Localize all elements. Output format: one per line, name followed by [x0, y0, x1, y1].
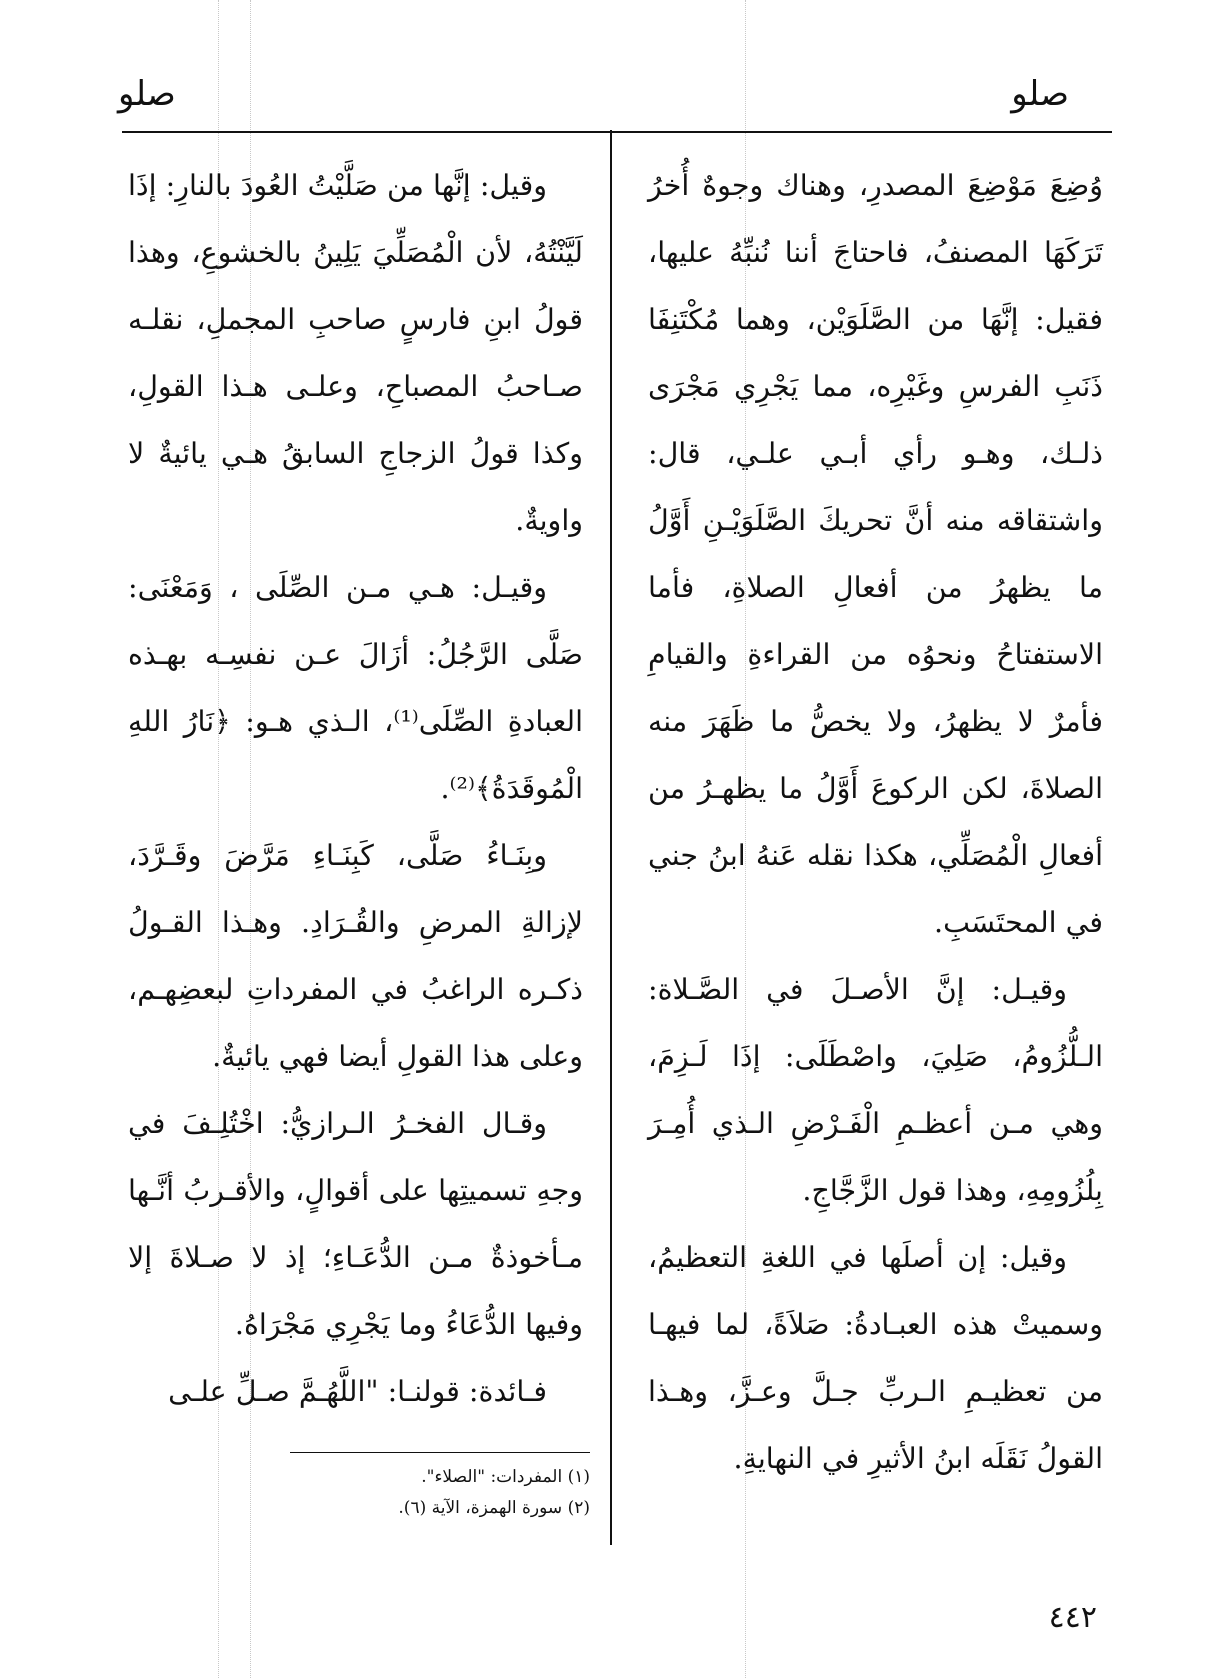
paragraph: وبِنَـاءُ صَلَّى، كَبِنَـاءِ مَرَّضَ وقَـرَّدَ، لإزالةِ المرضِ والقُـرَادِ. وهـذا القـولُ ذكـره الراغبُ في المفرداتِ لبعضِهـم، وعلى هذا القولِ أيضا فهي يائيةٌ. — [128, 839, 583, 1073]
paragraph: وقيـل: إنَّ الأصـلَ في الصَّـلاة: الـلُّزُومُ، صَلِيَ، واصْطَلَى: إذَا لَـزِمَ، وهي مـن أعظـمِ الْفَـرْضِ الـذي أُمِـرَ بِلُزُومِهِ، وهذا قول الزَّجَّاجِ. — [648, 973, 1103, 1207]
running-header-right: صلو — [1011, 74, 1069, 114]
right-text-column — [648, 152, 1103, 1492]
paragraph: وقيل: إنَّها من صَلَّيْتُ العُودَ بالنارِ: إذَا لَيَّنْتُهُ، لأن الْمُصَلِّيَ يَلِينُ بالخشوعِ، وهذا قولُ ابنِ فارسٍ صاحبِ المجملِ، نقلـه صـاحبُ المصباحِ، وعلـى هـذا القولِ، وكذا قولُ الزجاجِ السابقُ هـي يائيةٌ لا واويةٌ. — [128, 169, 583, 537]
footnotes — [128, 1462, 590, 1524]
paragraph: وُضِعَ مَوْضِعَ المصدرِ، وهناك وجوهٌ أُخرُ تَرَكَهَا المصنفُ، فاحتاجَ أننا نُنبِّهُ عليها، فقيل: إنَّهَا من الصَّلَوَيْن، وهما مُكْتَنِفَا ذَنَبِ الفرسِ وغَيْرِه، مما يَجْرِي مَجْرَى ذلـك، وهـو رأي أبـي علـي، قال: واشتقاقه منه أنَّ تحريكَ الصَّلَوَيْـنِ أَوَّلُ ما يظهرُ من أفعالِ الصلاةِ، فأما الاستفتاحُ ونحوُه من القراءةِ والقيامِ فأمرٌ لا يظهرُ، ولا يخصُّ ما ظَهَرَ منه الصلاةَ، لكن الركوعَ أَوَّلُ ما يظهـرُ من أفعالِ الْمُصَلِّي، هكذا نقله عَنهُ ابنُ جني في المحتَسَبِ. — [648, 169, 1103, 939]
paragraph: وقـال الفخـرُ الـرازيُّ: اخْتُلِـفَ في وجهِ تسميتِها على أقوالٍ، والأقـربُ أنَّـها مـأخوذةٌ مـن الدُّعَـاءِ؛ إذ لا صـلاةَ إلا وفيها الدُّعَاءُ وما يَجْرِي مَجْرَاهُ. — [128, 1107, 583, 1341]
running-header-left: صلو — [118, 74, 176, 114]
page-number: ٤٤٢ — [1048, 1600, 1097, 1635]
footnote: (١) المفردات: "الصلاء". — [421, 1467, 590, 1487]
footnote: (٢) سورة الهمزة، الآية (٦). — [398, 1498, 590, 1518]
column-divider — [610, 130, 612, 1545]
paragraph: وقيـل: هـي مـن الصِّلَى ، وَمَعْنَى: صَلَّى الرَّجُلُ: أزَالَ عـن نفسِـه بهـذه العبادةِ الصِّلَى⁽¹⁾، الـذي هـو: ﴿نَارُ اللهِ الْمُوقَدَةُ﴾⁽²⁾. — [128, 571, 583, 805]
footnote-rule — [290, 1452, 590, 1453]
left-text-column — [128, 152, 583, 1425]
paragraph: فـائدة: قولنـا: "اللَّهُـمَّ صـلِّ علـى — [168, 1375, 547, 1408]
paragraph: وقيل: إن أصلَها في اللغةِ التعظيمُ، وسميتْ هذه العبـادةُ: صَلاَةً، لما فيهـا من تعظيـمِ الـربِّ جـلَّ وعـزَّ، وهـذا القولُ نَقَلَه ابنُ الأثيرِ في النهايةِ. — [648, 1241, 1103, 1475]
header-rule — [122, 131, 1112, 133]
